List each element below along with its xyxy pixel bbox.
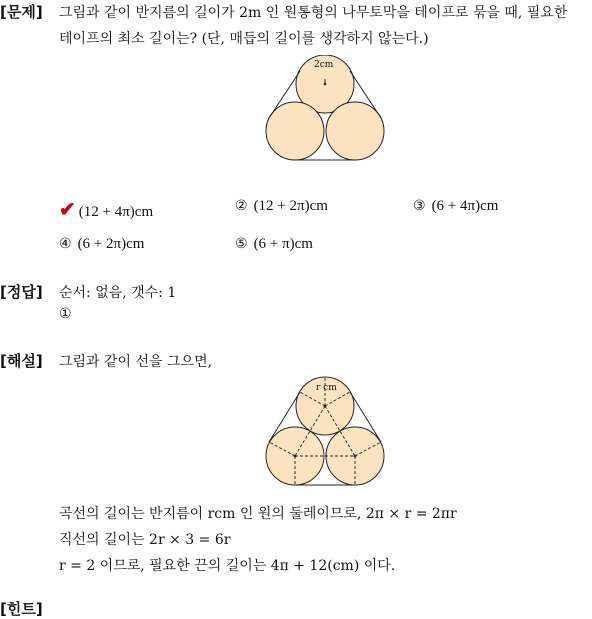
explanation-line3: r = 2 이므로, 필요한 끈의 길이는 4π + 12(cm) 이다. (59, 558, 396, 574)
problem-label: [문제] (0, 3, 43, 21)
problem-figure (262, 55, 388, 163)
log-circle-left (266, 102, 324, 160)
problem-text-line1: 그림과 같이 반지름의 길이가 2m 인 원통형의 나무토막을 테이프로 묶을 때, 필요한 (59, 5, 568, 21)
explanation-figure (262, 374, 388, 490)
choice-5[interactable]: ⑤ (6 + π)cm (235, 236, 313, 252)
hint-label: [힌트] (0, 600, 43, 618)
answer-label: [정답] (0, 283, 43, 301)
check-mark-icon: ✔ (59, 197, 76, 221)
explanation-line2: 직선의 길이는 2r × 3 = 6r (59, 532, 231, 548)
radius-label-r: r cm (316, 383, 337, 393)
explanation-line1: 곡선의 길이는 반지름이 rcm 인 원의 둘레이므로, 2π × r = 2πr (59, 506, 457, 522)
answer-value: ① (59, 306, 72, 322)
radius-label: 2cm (314, 60, 334, 70)
explanation-intro: 그림과 같이 선을 그으면, (59, 354, 213, 370)
log-circle-right (326, 102, 384, 160)
answer-meta: 순서: 없음, 갯수: 1 (59, 285, 177, 301)
choice-3[interactable]: ③ (6 + 4π)cm (413, 198, 499, 214)
choice-2[interactable]: ② (12 + 2π)cm (235, 198, 328, 214)
problem-text-line2: 테이프의 최소 길이는? (단, 매듭의 길이를 생각하지 않는다.) (59, 31, 429, 47)
choice-4[interactable]: ④ (6 + 2π)cm (59, 236, 145, 252)
choice-1[interactable]: ✔ (12 + 4π)cm (59, 197, 154, 221)
explanation-label: [해설] (0, 352, 43, 370)
